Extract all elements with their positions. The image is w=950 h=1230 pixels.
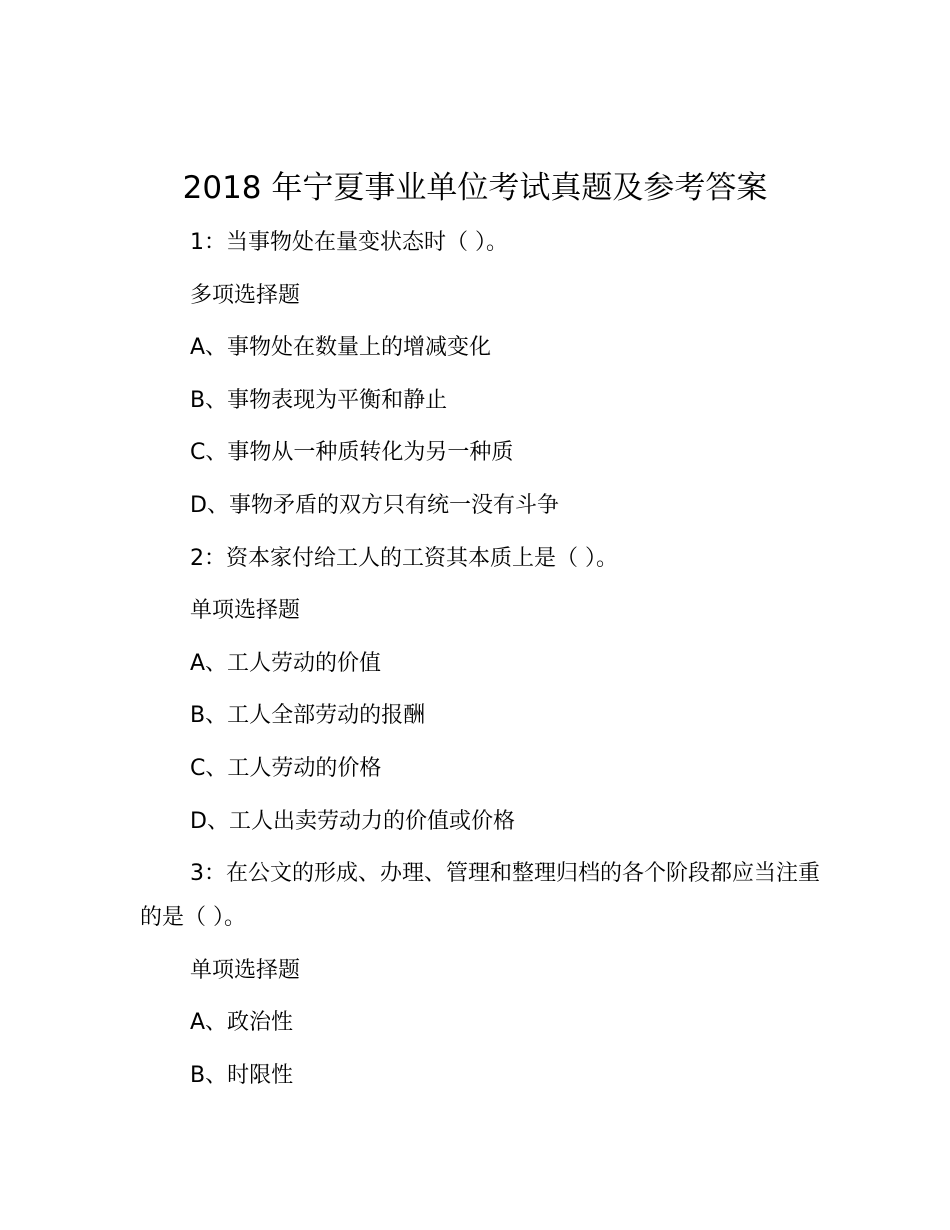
question-1-option-d: D、事物矛盾的双方只有统一没有斗争 <box>190 492 559 518</box>
question-2-option-a: A、工人劳动的价值 <box>190 650 382 676</box>
question-1-stem: 1：当事物处在量变状态时（ ）。 <box>190 230 508 255</box>
question-2-option-b: B、工人全部劳动的报酬 <box>190 703 426 729</box>
question-2-option-d: D、工人出卖劳动力的价值或价格 <box>190 808 515 834</box>
question-3-option-b: B、时限性 <box>190 1062 294 1088</box>
document-body <box>140 221 820 1107</box>
question-2-type: 单项选择题 <box>190 598 301 624</box>
question-1-type: 多项选择题 <box>190 282 301 308</box>
question-1-option-c: C、事物从一种质转化为另一种质 <box>190 440 514 466</box>
question-1-option-b: B、事物表现为平衡和静止 <box>190 387 448 413</box>
question-3-type: 单项选择题 <box>190 957 301 983</box>
question-3-option-a: A、政治性 <box>190 1010 294 1036</box>
question-3-stem: 3：在公文的形成、办理、管理和整理归档的各个阶段都应当注重的是（ ）。 <box>140 861 820 931</box>
document-title: 2018 年宁夏事业单位考试真题及参考答案 <box>182 170 768 206</box>
question-1-option-a: A、事物处在数量上的增减变化 <box>190 335 492 361</box>
question-2-option-c: C、工人劳动的价格 <box>190 755 382 781</box>
question-2-stem: 2：资本家付给工人的工资其本质上是（ ）。 <box>190 545 618 571</box>
